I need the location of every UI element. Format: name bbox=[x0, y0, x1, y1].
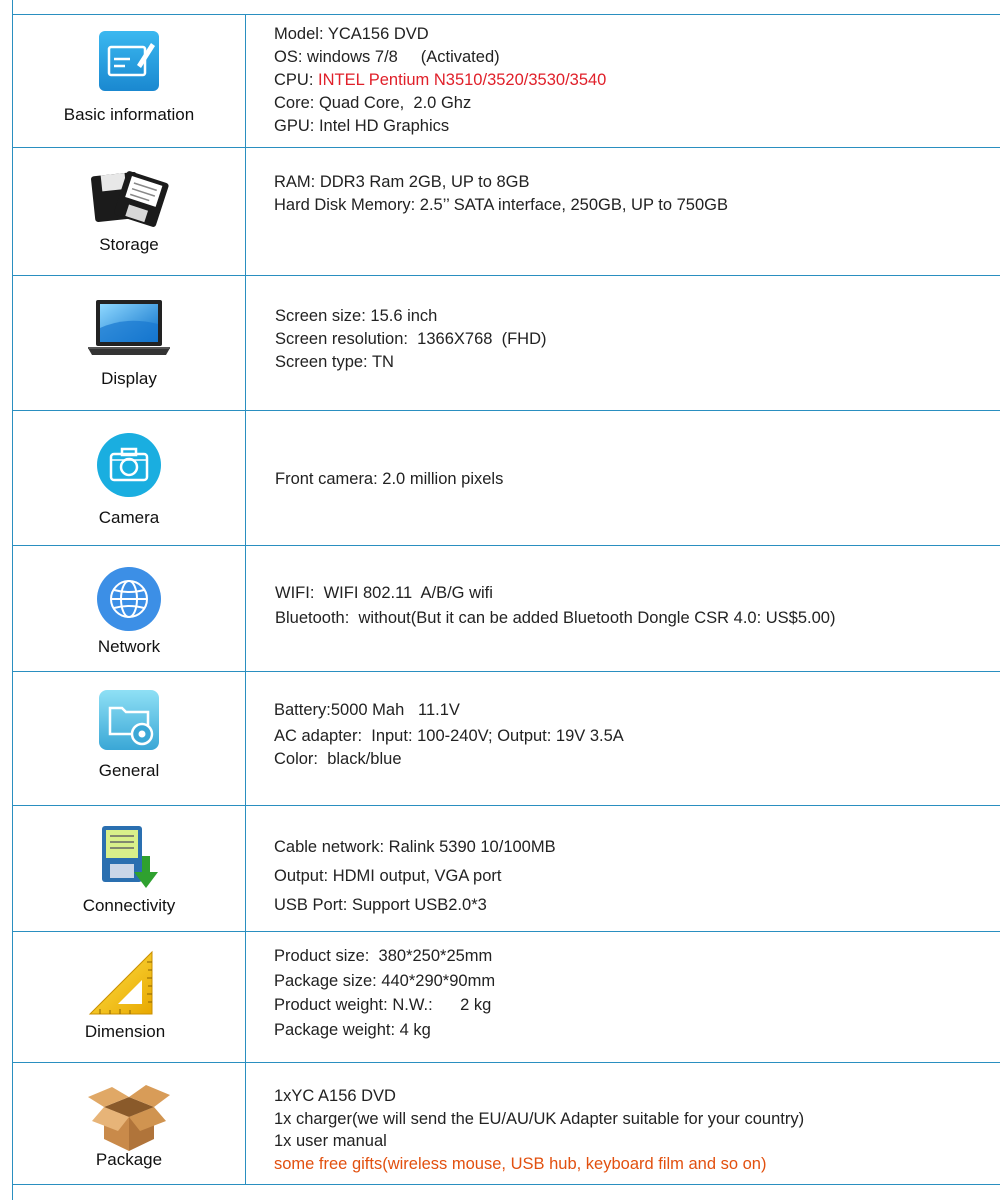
category-label: Camera bbox=[98, 508, 160, 527]
camera-icon bbox=[96, 432, 162, 503]
spec-label: AC adapter: bbox=[274, 727, 363, 745]
spec-value: windows 7/8 (Activated) bbox=[307, 48, 500, 66]
spec-text bbox=[274, 833, 556, 920]
spec-row-package bbox=[13, 1063, 1000, 1184]
category-label: Network bbox=[97, 637, 161, 656]
spec-row-storage bbox=[13, 148, 1000, 275]
spec-value: 440*290*90mm bbox=[381, 971, 496, 990]
spec-line bbox=[274, 69, 606, 92]
spec-line bbox=[275, 305, 547, 328]
spec-value: Intel HD Graphics bbox=[318, 117, 450, 135]
spec-line bbox=[274, 725, 624, 748]
laptop-icon bbox=[86, 298, 172, 363]
spec-line bbox=[274, 92, 606, 115]
spec-line bbox=[274, 46, 606, 69]
spec-row-basic-information bbox=[13, 15, 1000, 147]
category-cell bbox=[13, 148, 245, 275]
floppy-disk-icon bbox=[89, 166, 169, 235]
spec-label: Core: bbox=[274, 94, 315, 112]
spec-label: Screen type: bbox=[275, 353, 368, 371]
spec-value: 1366X768 (FHD) bbox=[412, 330, 547, 348]
spec-label: Cable network: bbox=[274, 838, 385, 856]
spec-value: Support USB2.0*3 bbox=[351, 896, 487, 914]
folder-settings-icon bbox=[98, 688, 160, 757]
category-cell bbox=[13, 672, 245, 805]
spec-line bbox=[274, 748, 624, 771]
spec-text bbox=[274, 468, 503, 491]
spec-line bbox=[274, 115, 606, 138]
category-cell bbox=[13, 15, 245, 147]
spec-text bbox=[274, 171, 728, 217]
cardboard-box-icon bbox=[86, 1081, 172, 1158]
spec-line bbox=[275, 351, 547, 374]
category-label: General bbox=[98, 761, 160, 780]
spec-value: 15.6 inch bbox=[370, 307, 438, 325]
category-label: Package bbox=[95, 1150, 163, 1169]
spec-row-dimension bbox=[13, 932, 1000, 1062]
spec-label: Bluetooth: bbox=[275, 609, 350, 627]
spec-value: 380*250*25mm bbox=[369, 947, 493, 965]
category-cell bbox=[13, 932, 245, 1062]
spec-value: N.W.: 2 kg bbox=[392, 996, 492, 1014]
spec-line bbox=[275, 607, 835, 630]
spec-value: Quad Core, 2.0 Ghz bbox=[318, 94, 472, 112]
spec-value: 5000 Mah 11.1V bbox=[330, 701, 460, 719]
spec-line bbox=[274, 969, 495, 994]
package-item: 1x user manual bbox=[274, 1132, 387, 1150]
spec-label: Battery: bbox=[274, 701, 331, 719]
category-label: Display bbox=[101, 369, 157, 388]
spec-line bbox=[274, 194, 728, 217]
spec-label: Product weight: bbox=[274, 996, 388, 1014]
spec-value: 4 kg bbox=[399, 1020, 431, 1039]
category-label: Connectivity bbox=[82, 896, 176, 915]
spec-line bbox=[275, 328, 547, 351]
spec-label: Model: bbox=[274, 25, 324, 43]
spec-label: Color: bbox=[274, 750, 319, 768]
id-card-icon bbox=[97, 29, 161, 98]
spec-label: Hard Disk Memory: bbox=[274, 196, 416, 214]
spec-line bbox=[274, 23, 606, 46]
category-cell bbox=[13, 276, 245, 410]
spec-label: Screen size: bbox=[275, 307, 366, 325]
spec-line bbox=[274, 1018, 495, 1043]
spec-row-display bbox=[13, 276, 1000, 410]
spec-line bbox=[274, 891, 556, 920]
spec-text bbox=[274, 582, 835, 630]
spec-line bbox=[274, 944, 495, 969]
spec-value: WIFI 802.11 A/B/G wifi bbox=[319, 584, 493, 602]
spec-label: Screen resolution: bbox=[275, 330, 408, 348]
spec-label: Package size: bbox=[274, 971, 377, 990]
category-label: Storage bbox=[99, 235, 159, 254]
spec-value: Ralink 5390 10/100MB bbox=[388, 838, 556, 856]
spec-line bbox=[274, 699, 624, 722]
category-cell bbox=[13, 806, 245, 931]
spec-row-general bbox=[13, 672, 1000, 805]
globe-icon bbox=[96, 566, 162, 637]
package-gift-note: some free gifts(wireless mouse, USB hub, keyboard film and so on) bbox=[274, 1154, 767, 1173]
spec-text bbox=[274, 699, 624, 771]
spec-line bbox=[274, 171, 728, 194]
spec-line bbox=[275, 582, 835, 605]
spec-value: black/blue bbox=[322, 750, 402, 768]
spec-label: USB Port: bbox=[274, 896, 348, 914]
spec-value: without(But it can be added Bluetooth Dongle CSR 4.0: US$5.00) bbox=[353, 609, 836, 627]
spec-value: 2.5’’ SATA interface, 250GB, UP to 750GB bbox=[419, 196, 728, 214]
category-cell bbox=[13, 1063, 245, 1184]
spec-label: CPU: bbox=[274, 71, 314, 89]
spec-line bbox=[274, 833, 556, 862]
spec-label: RAM: bbox=[274, 173, 316, 191]
category-cell bbox=[13, 411, 245, 545]
spec-value: Input: 100-240V; Output: 19V 3.5A bbox=[366, 727, 624, 745]
spec-label: WIFI: bbox=[275, 584, 315, 602]
spec-text bbox=[274, 305, 547, 374]
category-cell bbox=[13, 546, 245, 671]
spec-line bbox=[274, 862, 556, 891]
spec-text bbox=[274, 1085, 804, 1175]
spec-label: Front camera: bbox=[275, 470, 378, 488]
spec-line bbox=[275, 468, 503, 491]
spec-label: Product size: bbox=[274, 947, 370, 965]
spec-label: GPU: bbox=[274, 117, 315, 135]
package-item: 1xYC A156 DVD bbox=[274, 1087, 396, 1105]
spec-value: YCA156 DVD bbox=[327, 25, 429, 43]
spec-value: TN bbox=[371, 353, 394, 371]
document-download-icon bbox=[96, 824, 162, 899]
spec-row-connectivity bbox=[13, 806, 1000, 931]
spec-line bbox=[274, 993, 495, 1018]
category-label: Dimension bbox=[84, 1022, 166, 1041]
spec-value: DDR3 Ram 2GB, UP to 8GB bbox=[319, 173, 530, 191]
spec-label: Package weight: bbox=[274, 1020, 396, 1039]
spec-row-network bbox=[13, 546, 1000, 671]
set-square-ruler-icon bbox=[88, 950, 158, 1023]
spec-text bbox=[274, 23, 606, 138]
spec-label: Output: bbox=[274, 867, 329, 885]
spec-row-camera bbox=[13, 411, 1000, 545]
category-label: Basic information bbox=[63, 105, 195, 124]
spec-value: 2.0 million pixels bbox=[382, 470, 504, 488]
spec-value-highlight: INTEL Pentium N3510/3520/3530/3540 bbox=[318, 71, 607, 89]
package-item: 1x charger(we will send the EU/AU/UK Adapter suitable for your country) bbox=[274, 1109, 805, 1128]
spec-label: OS: bbox=[274, 48, 303, 66]
row-divider bbox=[12, 1184, 1000, 1185]
spec-value: HDMI output, VGA port bbox=[332, 867, 502, 885]
spec-text bbox=[274, 944, 495, 1042]
